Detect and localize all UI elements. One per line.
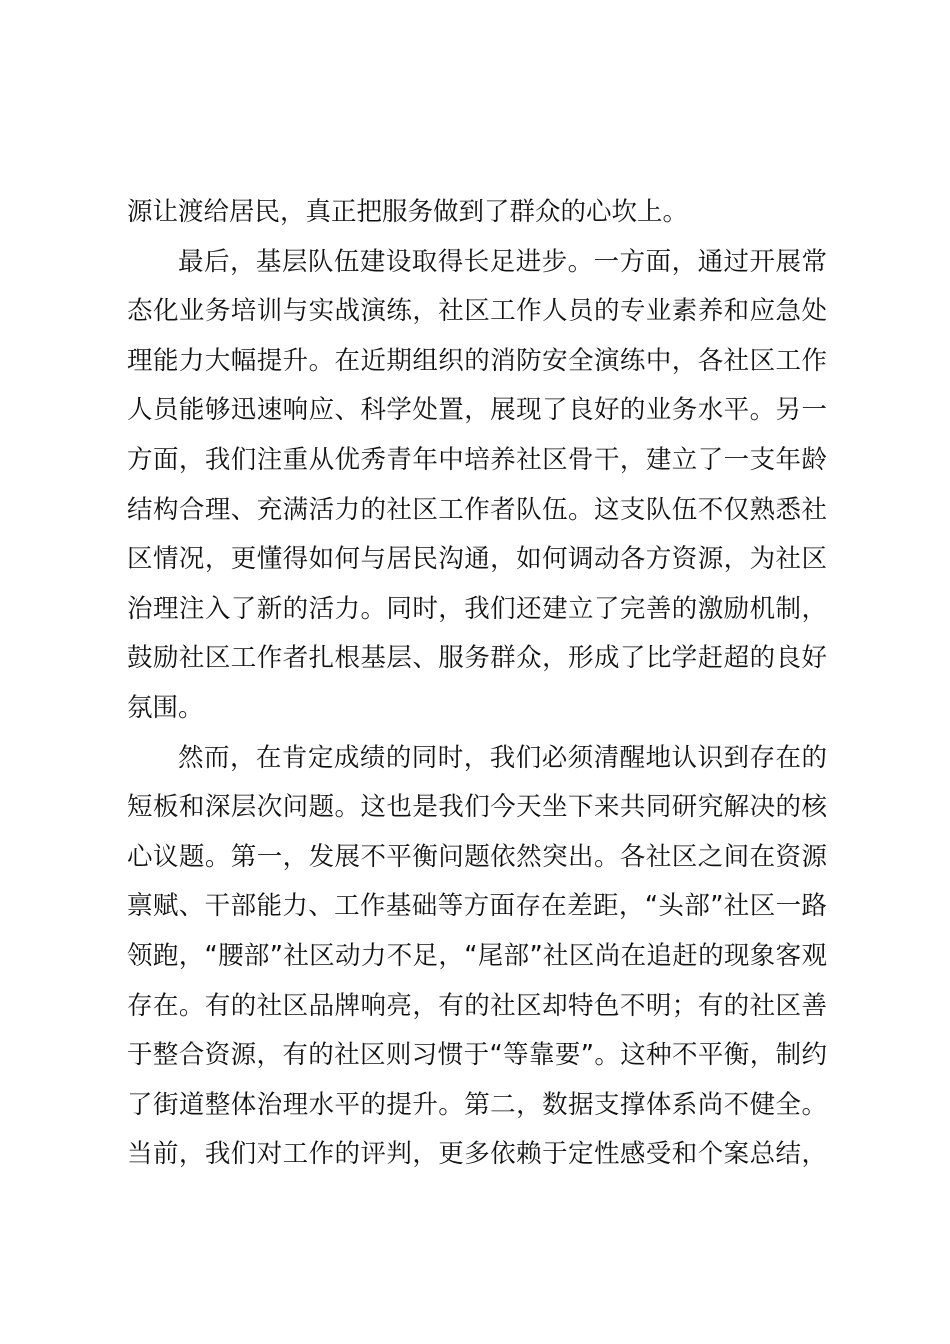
- paragraph-line: 鼓励社区工作者扎根基层、服务群众，形成了比学赶超的良好: [127, 643, 827, 674]
- paragraph-line: 结构合理、充满活力的社区工作者队伍。这支队伍不仅熟悉社: [127, 494, 827, 525]
- paragraph-line: 禀赋、干部能力、工作基础等方面存在差距，“头部”社区一路: [127, 891, 827, 922]
- paragraph-line: 然而，在肯定成绩的同时，我们必须清醒地认识到存在的: [178, 742, 827, 773]
- paragraph-line: 心议题。第一，发展不平衡问题依然突出。各社区之间在资源: [127, 841, 827, 872]
- paragraph-line: 当前，我们对工作的评判，更多依赖于定性感受和个案总结，: [127, 1139, 827, 1170]
- paragraph-line: 区情况，更懂得如何与居民沟通，如何调动各方资源，为社区: [127, 544, 827, 575]
- paragraph-line: 态化业务培训与实战演练，社区工作人员的专业素养和应急处: [127, 296, 827, 327]
- paragraph-line: 最后，基层队伍建设取得长足进步。一方面，通过开展常: [178, 246, 827, 277]
- paragraph-line: 人员能够迅速响应、科学处置，展现了良好的业务水平。另一: [127, 395, 827, 426]
- paragraph-line: 治理注入了新的活力。同时，我们还建立了完善的激励机制，: [127, 593, 827, 624]
- paragraph-line: 理能力大幅提升。在近期组织的消防安全演练中，各社区工作: [127, 345, 827, 376]
- paragraph-line: 于整合资源，有的社区则习惯于“等靠要”。这种不平衡，制约: [127, 1040, 827, 1071]
- paragraph-line: 领跑，“腰部”社区动力不足，“尾部”社区尚在追赶的现象客观: [127, 940, 827, 971]
- paragraph-line: 方面，我们注重从优秀青年中培养社区骨干，建立了一支年龄: [127, 444, 827, 475]
- paragraph-line: 源让渡给居民，真正把服务做到了群众的心坎上。: [127, 197, 689, 227]
- paragraph-line: 存在。有的社区品牌响亮，有的社区却特色不明；有的社区善: [127, 990, 827, 1021]
- paragraph-line: 了街道整体治理水平的提升。第二，数据支撑体系尚不健全。: [127, 1089, 827, 1120]
- document-body: [127, 188, 827, 1180]
- paragraph-line: 短板和深层次问题。这也是我们今天坐下来共同研究解决的核: [127, 792, 827, 823]
- paragraph-line: 氛围。: [127, 692, 204, 723]
